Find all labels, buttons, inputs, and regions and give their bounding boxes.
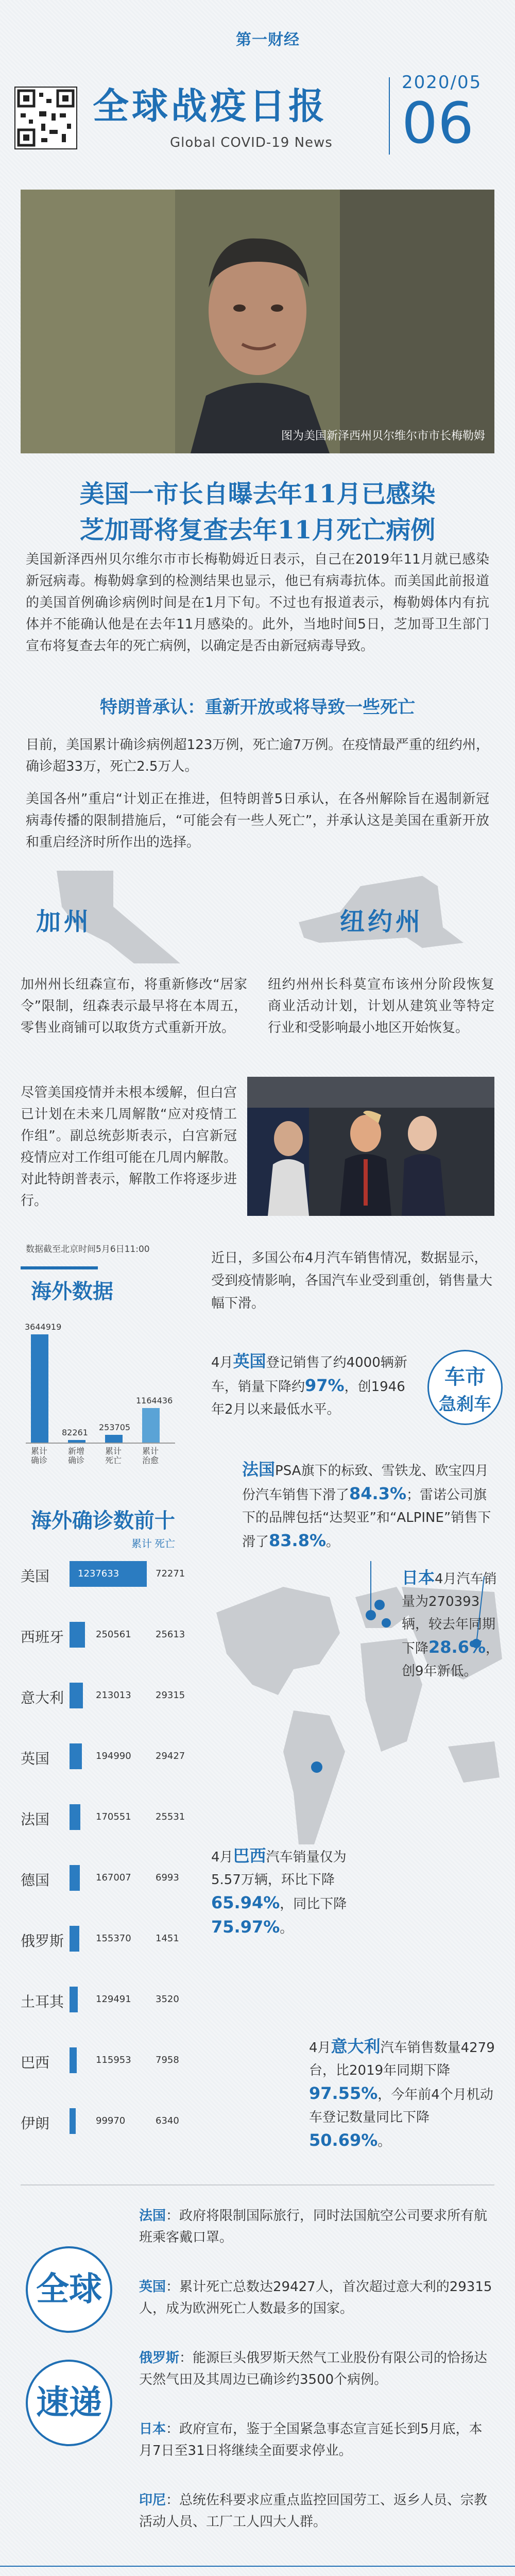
page-title: 全球战疫日报 (93, 84, 328, 127)
top10-deaths: 6993 (156, 1872, 179, 1883)
page-subtitle: Global COVID-19 News (170, 135, 333, 150)
it-text-1: 汽车销售数量4279台，比2019年同期下降 (309, 2040, 495, 2078)
top10-bar (70, 1683, 83, 1708)
jp-pct: 28.6% (428, 1637, 486, 1657)
overseas-bar-label: 累计治愈 (142, 1446, 159, 1465)
br-text-1: 汽车销量仅为5.57万辆，环比下降 (211, 1850, 347, 1888)
global-news-country: 日本 (139, 2421, 166, 2437)
story1-body: 美国新泽西州贝尔维尔市市长梅勒姆近日表示，自己在2019年11月就已感染新冠病毒。梅勒姆拿到的检测结果也显示，他已有病毒抗体。而美国此前报道的美国首例确诊病例时间是在1月下旬。不过也有报道表示，梅勒姆体内有抗体并不能确认他是在去年11月感染的。此外，当地时间5日，芝加哥卫生部门宣布将复查去年的死亡病例，以确定是否由新冠病毒导致。 (26, 552, 489, 654)
japan-auto (402, 1566, 505, 1683)
brazil-auto (211, 1844, 360, 1940)
it-text-2: ，今年前4个月机动车登记数量同比下降 (309, 2087, 493, 2125)
col-confirmed-label: 累计 (131, 1537, 152, 1550)
br-pct-1: 65.94% (211, 1893, 280, 1912)
newyork-map (268, 866, 494, 969)
overseas-bar-label: 累计死亡 (105, 1446, 122, 1465)
top10-confirmed: 155370 (96, 1933, 131, 1944)
top10-bar (70, 1804, 80, 1830)
top10-deaths: 25531 (156, 1811, 185, 1822)
overseas-bar (142, 1408, 160, 1443)
overseas-bar-value: 82261 (62, 1428, 88, 1438)
section-divider (21, 2184, 494, 2185)
global-news-country: 法国 (139, 2208, 166, 2224)
fr-text-2: ；雷诺公司旗下的品牌包括“达契亚”和“ALPINE”销售下滑了 (242, 1487, 491, 1550)
us-stats-paragraph: 目前，美国累计确诊病例超123万例，死亡逾7万例。在疫情最严重的纽约州，确诊超33万，死亡2.5万人。 (26, 737, 489, 774)
trump-heading: 特朗普承认：重新开放或将导致一些死亡 (100, 697, 415, 718)
california-label: 加州 (36, 907, 92, 936)
top10-title: 海外确诊数前十 (31, 1509, 175, 1533)
top10-bar (70, 1865, 80, 1891)
uk-text: 登记销售了约4000辆新车，销量下降约 (211, 1355, 407, 1395)
global-news-item (139, 2205, 494, 2248)
top10-country: 英国 (21, 1750, 50, 1767)
top10-deaths: 3520 (156, 1994, 179, 2005)
top10-deaths: 7958 (156, 2055, 179, 2065)
top10-country: 巴西 (21, 2054, 50, 2071)
top10-country: 土耳其 (21, 1993, 64, 2010)
top10-country: 法国 (21, 1811, 50, 1828)
col-death-label: 死亡 (154, 1537, 175, 1550)
badge-line-1: 车市 (444, 1365, 486, 1389)
top10-deaths: 29427 (156, 1751, 185, 1761)
global-news-text: ：政府宣布，鉴于全国紧急事态宣言延长到5月底，本月7日至31日将继续全面要求停业。 (139, 2421, 483, 2459)
top10-bar (70, 2047, 77, 2073)
top10-country: 西班牙 (21, 1629, 64, 1646)
top10-country: 俄罗斯 (21, 1933, 64, 1950)
data-note: 数据截至北京时间5月6日11:00 (26, 1244, 150, 1255)
fr-pct-1: 84.3% (349, 1484, 407, 1503)
overseas-bar-value: 3644919 (25, 1322, 62, 1332)
overseas-bar-value: 1164436 (136, 1395, 173, 1405)
top10-bar (70, 1622, 85, 1648)
italy-auto (309, 2035, 505, 2153)
global-news-item (139, 2489, 494, 2533)
overseas-bar-value: 253705 (99, 1422, 131, 1433)
top10-deaths: 29315 (156, 1690, 185, 1701)
stats-rule (21, 1266, 98, 1269)
jp-country: 日本 (402, 1568, 435, 1587)
fr-suffix: 。 (326, 1534, 340, 1550)
br-country: 巴西 (233, 1846, 266, 1866)
date-year-month: 2020/05 (402, 72, 482, 93)
global-news-item (139, 2418, 494, 2462)
top10-confirmed: 213013 (96, 1690, 131, 1701)
it-pct-2: 50.69% (309, 2130, 378, 2150)
fr-pct-2: 83.8% (269, 1531, 327, 1550)
auto-intro: 近日，多国公布4月汽车销售情况，数据显示，受到疫情影响，各国汽车业受到重创，销售量大幅下滑。 (211, 1250, 493, 1311)
top10-confirmed: 194990 (96, 1751, 131, 1761)
top10-bar (70, 1987, 78, 2012)
global-label-2: 速递 (26, 2360, 112, 2446)
top10-country: 意大利 (21, 1689, 64, 1706)
overseas-bar-axis (26, 1443, 175, 1444)
br-suffix: 。 (280, 1921, 294, 1936)
top10-country: 伊朗 (21, 2115, 50, 2132)
overseas-bar-label: 新增确诊 (68, 1446, 85, 1465)
top10-confirmed: 129491 (96, 1994, 131, 2005)
top10-confirmed: 167007 (96, 1872, 131, 1883)
global-news-item (139, 2347, 494, 2391)
footer-rule (0, 2566, 515, 2567)
br-text-2: ，同比下降 (280, 1896, 347, 1912)
header-divider (389, 77, 390, 155)
top10-deaths: 6340 (156, 2115, 179, 2126)
top10-bar (70, 1743, 82, 1769)
jp-suffix: ，创9年新低。 (402, 1641, 500, 1679)
top10-deaths: 1451 (156, 1933, 179, 1944)
overseas-bar-chart (26, 1314, 180, 1484)
top10-country: 美国 (21, 1568, 50, 1585)
top10-confirmed: 250561 (96, 1629, 131, 1640)
global-news-text: ：总统佐科要求应重点监控回国劳工、返乡人员、宗教活动人员、工厂工人四大人群。 (139, 2493, 488, 2530)
global-news-text: ：政府将限制国际旅行，同时法国航空公司要求所有航班乘客戴口罩。 (139, 2208, 488, 2245)
global-label-1: 全球 (26, 2246, 112, 2333)
photo-caption: 图为美国新泽西州贝尔维尔市市长梅勒姆 (281, 430, 485, 443)
it-prefix: 4月 (309, 2040, 331, 2056)
it-suffix: 。 (377, 2134, 391, 2149)
global-news-text: ：能源巨头俄罗斯天然气工业股份有限公司的恰扬达天然气田及其周边已确诊约3500个病例。 (139, 2350, 488, 2387)
california-map (26, 866, 242, 969)
uk-pct: 97% (305, 1376, 345, 1395)
reopen-paragraph: 美国各州”重启“计划正在推进，但特朗普5日承认，在各州解除旨在遏制新冠病毒传播的限制措施后，“可能会有一些人死亡”，并承认这是美国在重新开放和重启经济时所作出的选择。 (26, 791, 489, 850)
uk-prefix: 4月 (211, 1355, 233, 1370)
top10-deaths: 25613 (156, 1629, 185, 1640)
top10-list (21, 1551, 185, 2179)
uk-auto (211, 1350, 417, 1421)
global-news-country: 英国 (139, 2279, 166, 2295)
whitehouse-photo (247, 1077, 494, 1216)
global-news-list (0, 2200, 515, 2561)
overseas-bar (31, 1334, 48, 1443)
br-pct-2: 75.97% (211, 1917, 280, 1937)
brand-logo: 第一财经 (236, 31, 300, 49)
fr-text-1: PSA旗下的标致、雪铁龙、欧宝四月份汽车销售下滑了 (242, 1463, 489, 1503)
uk-country: 英国 (233, 1351, 266, 1371)
top10-confirmed: 170551 (96, 1811, 131, 1822)
california-text: 加州州长纽森宣布，将重新修改“居家令”限制，纽森表示最早将在本周五，零售业商铺可以取货方式重新开放。 (21, 977, 247, 1036)
france-auto (242, 1458, 500, 1553)
it-pct-1: 97.55% (309, 2083, 378, 2103)
overseas-data-title: 海外数据 (31, 1280, 113, 1303)
footer-right (419, 2574, 494, 2576)
badge-line-2: 急刹车 (439, 1394, 491, 1415)
top10-bar (70, 1926, 79, 1952)
taskforce-text: 尽管美国疫情并未根本缓解，但白宫已计划在未来几周解散“应对疫情工作组”。副总统彭斯表示，白宫新冠疫情应对工作组可能在几周内解散。对此特朗普表示，解散工作将逐步进行。 (21, 1085, 237, 1209)
fr-country: 法国 (242, 1460, 276, 1479)
global-news-text: ：累计死亡总数达29427人，首次超过意大利的29315人，成为欧洲死亡人数最多的国家。 (139, 2279, 492, 2316)
overseas-bar-label: 累计确诊 (31, 1446, 48, 1465)
top10-country: 德国 (21, 1872, 50, 1889)
headline-line-2: 芝加哥将复查去年11月死亡病例 (79, 516, 436, 545)
headline-line-1: 美国一市长自曝去年11月已感染 (79, 480, 436, 509)
mayor-photo (21, 190, 494, 453)
qr-code (14, 87, 77, 149)
newyork-text: 纽约州州长科莫宣布该州分阶段恢复商业活动计划，计划从建筑业等特定行业和受影响最小地区开始恢复。 (268, 977, 494, 1036)
top10-bar (70, 2108, 76, 2134)
jp-text: 4月汽车销量为270393辆，较去年同期下降 (402, 1571, 497, 1656)
overseas-bar (105, 1435, 123, 1443)
car-brake-badge (427, 1350, 503, 1425)
global-news-item (139, 2276, 494, 2319)
top10-confirmed: 115953 (96, 2055, 131, 2065)
top10-confirmed: 99970 (96, 2115, 126, 2126)
top10-deaths: 72271 (156, 1568, 185, 1579)
top10-confirmed: 1237633 (78, 1568, 119, 1579)
br-prefix: 4月 (211, 1850, 233, 1865)
global-news-country: 俄罗斯 (139, 2350, 180, 2366)
it-country: 意大利 (331, 2037, 381, 2056)
date-day: 06 (402, 90, 474, 156)
uk-suffix: ，创1946年2月以来最低水平。 (211, 1379, 405, 1417)
newyork-label: 纽约州 (340, 907, 424, 936)
global-news-country: 印尼 (139, 2493, 166, 2508)
footer-left (21, 2574, 154, 2576)
